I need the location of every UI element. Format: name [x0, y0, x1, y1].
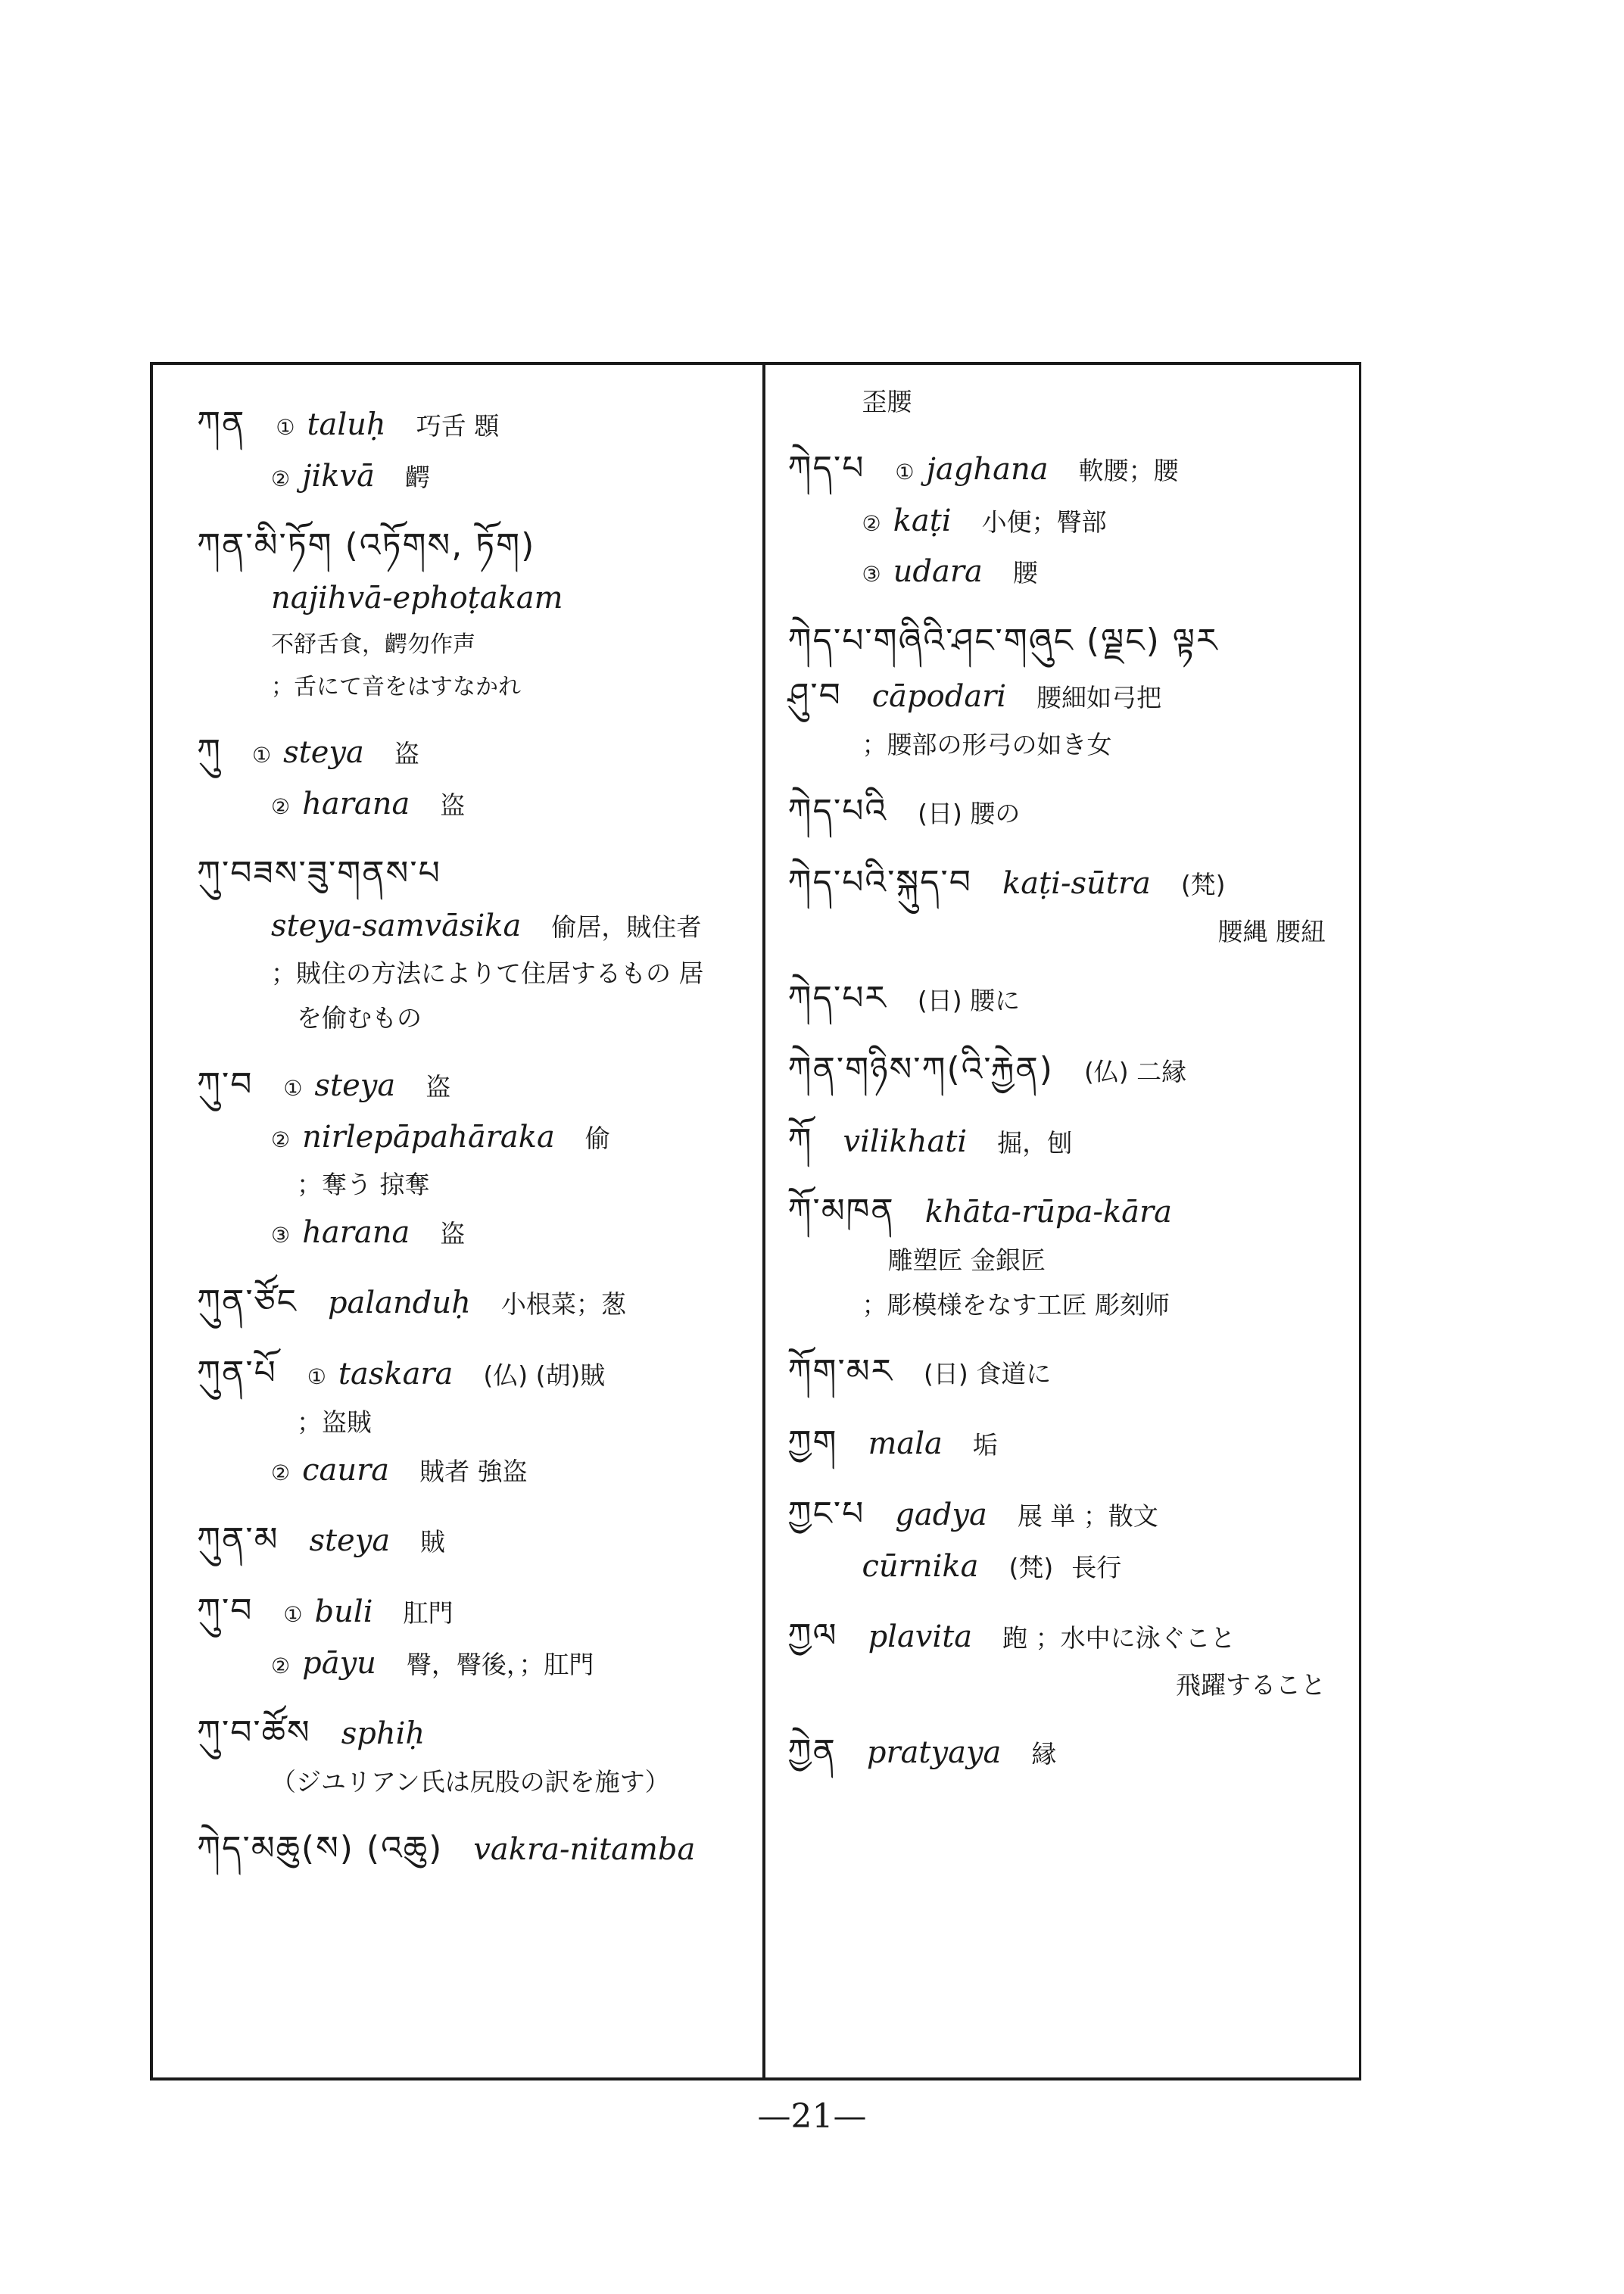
- tibetan-headword: ཀྱག: [787, 1423, 838, 1463]
- entry-line: [788, 1291, 1359, 1320]
- entry-line: [197, 459, 762, 494]
- sense-number: ①: [895, 459, 915, 485]
- entry-line: [197, 1065, 762, 1105]
- sanskrit-term: vakra-nitamba: [473, 1832, 696, 1868]
- dictionary-entry: [197, 1283, 762, 1322]
- sense-number: ②: [862, 510, 881, 536]
- sanskrit-term: cāpodari: [871, 679, 1007, 715]
- dictionary-entry: [197, 854, 762, 1033]
- japanese-gloss: 展 単 ；散文: [1017, 1501, 1158, 1532]
- entry-line: [788, 1732, 1359, 1772]
- japanese-gloss: 小便；臀部: [981, 506, 1107, 537]
- japanese-gloss: 長行: [1071, 1552, 1122, 1582]
- sanskrit-term: harana: [302, 786, 410, 821]
- entry-line: [197, 1713, 762, 1753]
- japanese-gloss: 賊: [420, 1527, 446, 1557]
- entry-line: [197, 1829, 762, 1869]
- sanskrit-term: gadya: [895, 1498, 987, 1533]
- sanskrit-term: buli: [314, 1594, 373, 1630]
- sense-number: ②: [271, 1653, 291, 1678]
- sanskrit-term: plavita: [868, 1619, 973, 1655]
- sanskrit-term: jaghana: [926, 451, 1049, 487]
- dictionary-entry: [788, 449, 1359, 590]
- dictionary-entry: [197, 526, 762, 700]
- dictionary-entry: [788, 1352, 1359, 1392]
- sanskrit-term: kaṭi: [893, 503, 952, 538]
- sanskrit-term: pratyaya: [866, 1735, 1002, 1770]
- entry-line: [788, 1121, 1359, 1161]
- entry-line: [197, 631, 762, 658]
- tibetan-headword: ཀེད་པ་གཞིའི་ཤང་གཞུང (ལྗང) ལྟར: [787, 622, 1219, 661]
- sanskrit-term: kaṭi-sūtra: [1002, 865, 1151, 901]
- entry-line: [788, 503, 1359, 539]
- sense-number: ③: [862, 562, 881, 588]
- entry-line: [197, 1004, 762, 1033]
- sanskrit-term: udara: [893, 554, 983, 590]
- japanese-gloss: ；賊住の方法によりて住居するもの 居: [271, 958, 704, 989]
- dictionary-entry: [197, 1591, 762, 1682]
- sanskrit-term: taluḥ: [307, 407, 386, 442]
- dictionary-entry: [788, 792, 1359, 831]
- entry-line: [197, 1646, 762, 1682]
- japanese-gloss: ；腰部の形弓の如き女: [862, 730, 1112, 760]
- japanese-gloss: 縁: [1031, 1738, 1057, 1769]
- tibetan-headword: ཀྱལ: [787, 1616, 838, 1656]
- japanese-gloss: 偷居，賊住者: [551, 912, 702, 942]
- entry-line: [197, 959, 762, 989]
- entry-line: [197, 1520, 762, 1560]
- entry-line: [197, 1120, 762, 1155]
- entry-line: [197, 526, 762, 566]
- right-column: [765, 365, 1359, 2077]
- japanese-gloss: 偷: [584, 1123, 610, 1153]
- sanskrit-term: steya-samvāsika: [271, 908, 522, 943]
- tibetan-headword: ཀེད་པའི: [787, 791, 888, 831]
- sense-number: ②: [271, 466, 291, 491]
- entry-line: [197, 1453, 762, 1488]
- sanskrit-term: vilikhati: [843, 1124, 968, 1159]
- tibetan-headword: ཀེད་མཆུ(ས) (འཆུ): [197, 1829, 444, 1869]
- japanese-gloss: ；彫模様をなす工匠 彫刻师: [862, 1290, 1170, 1320]
- tibetan-headword: ཀུན་ཙོང: [197, 1283, 298, 1322]
- sanskrit-term: mala: [868, 1426, 943, 1462]
- japanese-gloss: (日) 腰に: [917, 985, 1021, 1015]
- japanese-gloss: 掘，刨: [997, 1127, 1073, 1158]
- tibetan-headword: ཀེད་པར: [787, 978, 887, 1018]
- entry-line: [197, 404, 762, 444]
- tibetan-headword: ཀོ་མཁན: [787, 1192, 895, 1231]
- entry-line: [788, 1050, 1359, 1089]
- japanese-gloss: を偷むもの: [297, 1003, 422, 1033]
- dictionary-entry: [197, 404, 762, 494]
- japanese-gloss: 臀，臀後，；肛門: [406, 1650, 594, 1679]
- dictionary-entry: [788, 622, 1359, 760]
- sanskrit-term: pāyu: [302, 1646, 376, 1681]
- entry-line: [788, 792, 1359, 831]
- entry-line: [788, 1423, 1359, 1463]
- entry-line: [788, 1671, 1359, 1700]
- dictionary-frame: [150, 362, 1361, 2080]
- japanese-gloss: 不舒舌食，齶勿作声: [271, 631, 475, 659]
- japanese-gloss: 腰: [1012, 558, 1038, 588]
- japanese-gloss: 腰縄 腰紐: [1217, 916, 1326, 946]
- entry-line: [788, 449, 1359, 488]
- entry-line: [788, 622, 1359, 661]
- tibetan-headword: ཀེན་གཉིས་ཀ(འི་རྐྱེན): [787, 1049, 1054, 1089]
- entry-line: [788, 1352, 1359, 1392]
- japanese-gloss: (日) 食道に: [924, 1359, 1052, 1389]
- dictionary-entry: [788, 1732, 1359, 1772]
- japanese-gloss: 垢: [972, 1430, 998, 1460]
- dictionary-entry: [197, 732, 762, 822]
- entry-line: [788, 388, 1359, 417]
- japanese-gloss: (梵): [1180, 869, 1226, 899]
- tibetan-headword: ཀུ་བ་ཚོས: [197, 1713, 311, 1753]
- sense-number: ③: [271, 1223, 291, 1248]
- sense-number: ①: [283, 1602, 303, 1628]
- japanese-gloss: ；盗賊: [297, 1407, 372, 1438]
- tibetan-headword: ཀོ: [787, 1121, 813, 1160]
- tibetan-headword: ཀོག་མར: [787, 1352, 894, 1392]
- japanese-gloss: 盗: [440, 1219, 466, 1249]
- sense-number: ②: [271, 1460, 291, 1485]
- entry-line: [197, 732, 762, 771]
- dictionary-entry: [197, 1713, 762, 1797]
- entry-line: [788, 1495, 1359, 1534]
- tibetan-headword: ཀེད་པ: [787, 448, 865, 488]
- sanskrit-term: nirlepāpahāraka: [302, 1119, 555, 1155]
- entry-line: [788, 1246, 1359, 1276]
- entry-line: [788, 918, 1359, 947]
- entry-line: [197, 581, 762, 616]
- tibetan-headword: ཀན: [197, 404, 246, 443]
- japanese-gloss: 巧舌 顋: [416, 411, 500, 441]
- left-column: [153, 365, 765, 2077]
- tibetan-headword: ཀུན་པོ: [197, 1354, 277, 1393]
- dictionary-entry: [197, 1520, 762, 1560]
- entry-line: [197, 909, 762, 944]
- japanese-gloss: 歪腰: [862, 387, 912, 416]
- japanese-gloss: 盗: [440, 790, 466, 820]
- sanskrit-term: caura: [302, 1453, 390, 1488]
- japanese-gloss: (梵): [1008, 1552, 1054, 1582]
- japanese-gloss: (仏) 二縁: [1083, 1056, 1187, 1086]
- tibetan-headword: ཀན་མི་ཏོག (འཏོགས, ཏོག): [197, 526, 536, 566]
- dictionary-entry: [788, 1495, 1359, 1585]
- japanese-gloss: 賊者 強盗: [419, 1457, 528, 1486]
- dictionary-entry: [788, 1616, 1359, 1700]
- sense-number: ①: [283, 1076, 303, 1102]
- sanskrit-term: jikvā: [302, 458, 375, 494]
- sanskrit-term: taskara: [338, 1357, 454, 1392]
- entry-line: [788, 863, 1359, 902]
- entry-line: [197, 1283, 762, 1322]
- entry-line: [197, 1215, 762, 1251]
- japanese-gloss: （ジユリアン氏は尻股の訳を施す）: [271, 1767, 670, 1797]
- dictionary-entry: [788, 1121, 1359, 1161]
- dictionary-entry: [197, 1829, 762, 1869]
- japanese-gloss: 小根菜；葱: [500, 1289, 626, 1320]
- sanskrit-term: steya: [283, 734, 364, 770]
- tibetan-headword: ཀྱང་པ: [787, 1495, 865, 1534]
- tibetan-headword: ཀུ་བཟས་ཟུ་གནས་པ: [197, 854, 441, 893]
- sense-number: ②: [271, 793, 291, 819]
- entry-line: [788, 1616, 1359, 1656]
- page-number: —21—: [757, 2097, 867, 2136]
- tibetan-headword: ཀུ་བ: [197, 1065, 254, 1105]
- japanese-gloss: 腰細如弓把: [1036, 683, 1162, 713]
- tibetan-headword: ཀྱེན: [787, 1731, 837, 1771]
- japanese-gloss: ；奪う 掠奪: [297, 1170, 430, 1200]
- japanese-gloss: 雕塑匠 金銀匠: [887, 1245, 1046, 1276]
- dictionary-entry: [788, 388, 1359, 417]
- entry-line: [197, 854, 762, 893]
- dictionary-entry: [197, 1354, 762, 1488]
- tibetan-headword: ཀེད་པའི་སྐུད་བ: [787, 862, 972, 902]
- sanskrit-term: sphiḥ: [341, 1716, 425, 1752]
- sanskrit-term: najihvā-ephoṭakam: [271, 581, 563, 616]
- japanese-gloss: 盗: [394, 738, 419, 768]
- japanese-gloss: ；舌にて音をはすなかれ: [271, 673, 521, 700]
- dictionary-entry: [788, 1050, 1359, 1089]
- sanskrit-term: cūrnika: [862, 1548, 979, 1584]
- sanskrit-term: steya: [314, 1068, 396, 1104]
- dictionary-entry: [788, 863, 1359, 947]
- entry-line: [197, 787, 762, 822]
- dictionary-entry: [788, 979, 1359, 1018]
- entry-line: [788, 731, 1359, 760]
- tibetan-headword: ཀུ: [197, 731, 222, 771]
- sense-number: ②: [271, 1127, 291, 1152]
- tibetan-headword: ཀུ་བ: [197, 1591, 254, 1631]
- entry-line: [788, 676, 1359, 715]
- dictionary-entry: [197, 1065, 762, 1251]
- entry-line: [197, 1170, 762, 1200]
- japanese-gloss: 軟腰；腰: [1078, 455, 1179, 485]
- entry-line: [788, 1192, 1359, 1231]
- japanese-gloss: 齶: [405, 462, 430, 492]
- entry-line: [788, 979, 1359, 1018]
- sanskrit-term: steya: [309, 1523, 391, 1559]
- sanskrit-term: palanduḥ: [327, 1286, 471, 1321]
- entry-line: [197, 674, 762, 700]
- sense-number: ①: [307, 1364, 326, 1390]
- tibetan-headword: ཤུ་བ: [787, 676, 842, 715]
- entry-line: [197, 1354, 762, 1393]
- sense-number: ①: [251, 742, 272, 768]
- sanskrit-term: harana: [302, 1215, 410, 1251]
- japanese-gloss: 盗: [425, 1072, 451, 1102]
- japanese-gloss: (仏) (胡)賊: [483, 1361, 606, 1391]
- entry-line: [197, 1768, 762, 1797]
- japanese-gloss: 肛門: [403, 1598, 454, 1629]
- tibetan-headword: ཀུན་མ: [197, 1520, 279, 1560]
- sense-number: ①: [276, 415, 295, 440]
- japanese-gloss: 跑 ；水中に泳ぐこと: [1002, 1623, 1236, 1653]
- entry-line: [197, 1591, 762, 1631]
- japanese-gloss: (日) 腰の: [918, 798, 1021, 828]
- dictionary-entry: [788, 1423, 1359, 1463]
- entry-line: [197, 1408, 762, 1438]
- dictionary-entry: [788, 1192, 1359, 1320]
- japanese-gloss: 飛躍すること: [1176, 1670, 1326, 1700]
- entry-line: [788, 1549, 1359, 1585]
- sanskrit-term: khāta-rūpa-kāra: [924, 1195, 1172, 1230]
- entry-line: [788, 554, 1359, 590]
